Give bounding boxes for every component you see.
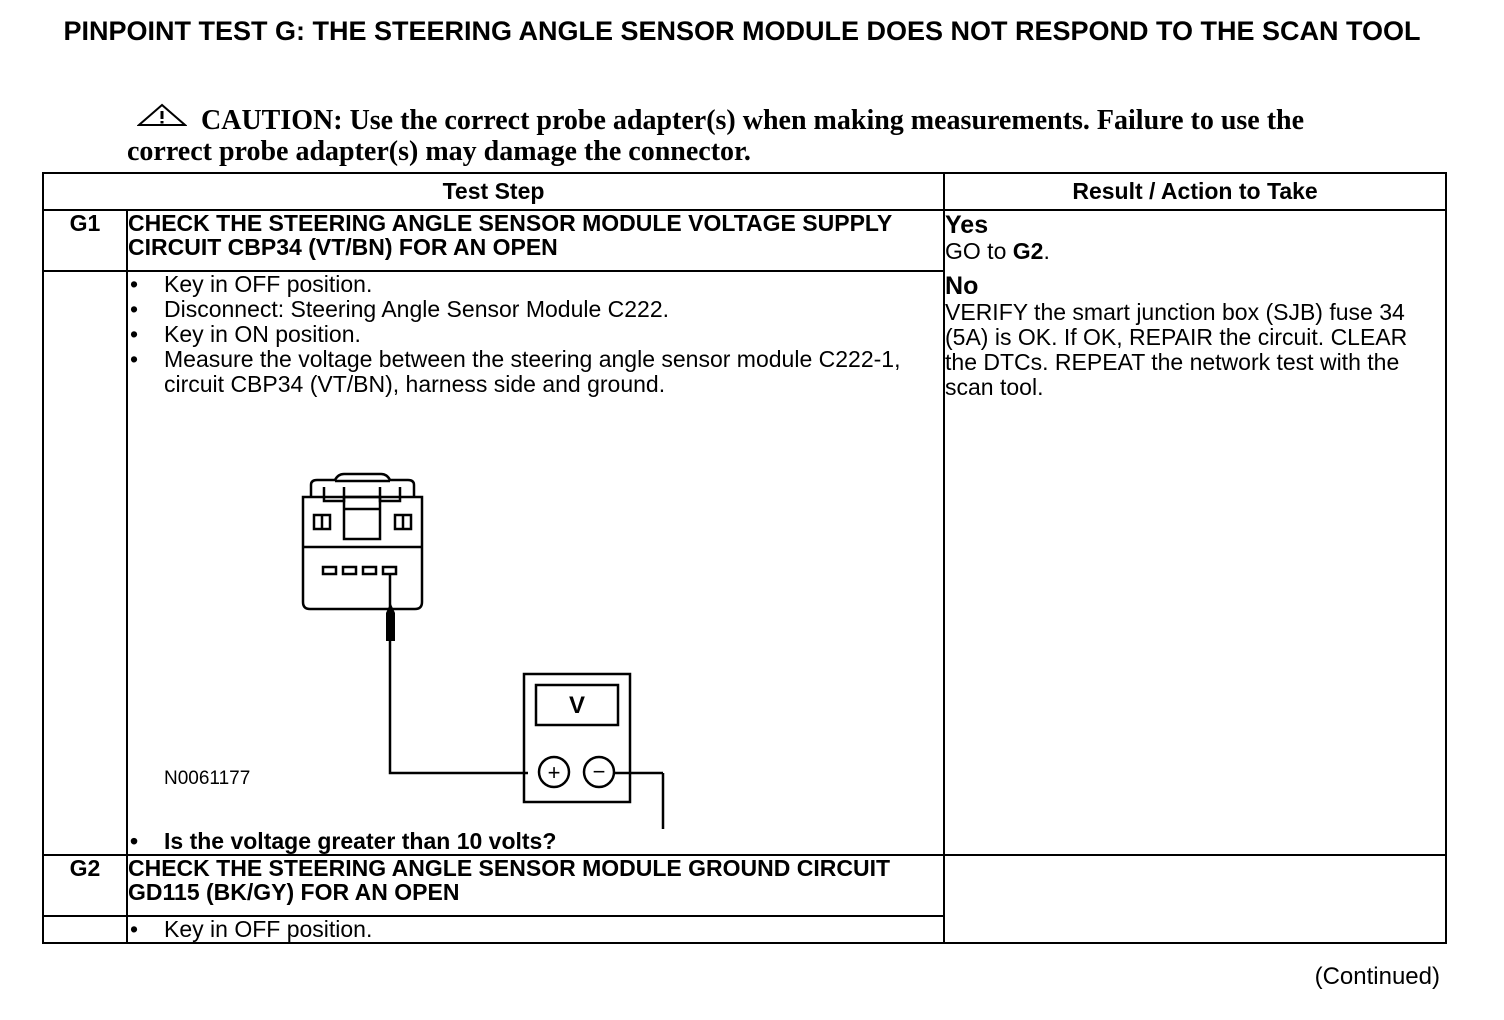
result-no-text: VERIFY the smart junction box (SJB) fuse 34 (5A) is OK. If OK, REPAIR the circuit. CLEAR the DTCs. REPEAT the network test with the scan tool. [945, 299, 1408, 400]
list-item: • Measure the voltage between the steering angle sensor module C222-1, circuit CBP34 (VT/BN), harness side and ground. [128, 347, 943, 397]
caution-label: CAUTION: [201, 105, 343, 136]
list-item: • Disconnect: Steering Angle Sensor Module C222. [128, 297, 943, 322]
caution-note [127, 103, 1327, 167]
col-test-step: Test Step [43, 173, 944, 210]
result-yes-text [945, 239, 1445, 264]
pinpoint-table [42, 172, 1447, 944]
voltage-measurement-figure [128, 397, 943, 829]
result-yes-suffix: . [1043, 238, 1050, 264]
continued-label: (Continued) [1314, 963, 1440, 990]
result-yes-target: G2 [1012, 238, 1044, 264]
step-g1-bullets [128, 272, 943, 397]
step-g1-heading-row [43, 210, 1446, 271]
meter-label: V [568, 692, 586, 719]
caution-text: Use the correct probe adapter(s) when making measurements. Failure to use the correct probe adapter(s) may damage the connector. [127, 105, 1305, 167]
result-no-label: No [945, 272, 979, 300]
result-yes-label: Yes [945, 211, 989, 239]
step-g1-question [128, 829, 943, 854]
list-item: • Key in ON position. [128, 322, 943, 347]
step-id-blank [43, 916, 127, 943]
list-item: • Key in OFF position. [128, 917, 943, 942]
list-item: • Is the voltage greater than 10 volts? [128, 829, 943, 854]
circuit-diagram [128, 397, 928, 829]
page-title: PINPOINT TEST G: THE STEERING ANGLE SENSOR MODULE DOES NOT RESPOND TO THE SCAN TOOL [63, 16, 1421, 46]
col-result: Result / Action to Take [944, 173, 1446, 210]
plus-terminal-label: + [547, 760, 561, 785]
step-g1-body [127, 271, 944, 855]
step-heading: CHECK THE STEERING ANGLE SENSOR MODULE VOLTAGE SUPPLY CIRCUIT CBP34 (VT/BN) FOR AN OPEN [127, 210, 944, 271]
step-id: G1 [43, 210, 127, 271]
step-g2-result [944, 855, 1446, 943]
minus-terminal-label: − [592, 759, 606, 784]
figure-id: N0061177 [164, 768, 251, 789]
step-g2-heading-row [43, 855, 1446, 916]
step-g2-bullets [128, 917, 943, 942]
table-header-row [43, 173, 1446, 210]
list-item: • Key in OFF position. [128, 272, 943, 297]
step-id-blank [43, 271, 127, 855]
step-id: G2 [43, 855, 127, 916]
step-heading: CHECK THE STEERING ANGLE SENSOR MODULE GROUND CIRCUIT GD115 (BK/GY) FOR AN OPEN [127, 855, 944, 916]
step-g1-result [944, 210, 1446, 855]
result-yes-prefix: GO to [945, 238, 1007, 264]
caution-triangle-icon [137, 103, 187, 134]
step-g2-body [127, 916, 944, 943]
